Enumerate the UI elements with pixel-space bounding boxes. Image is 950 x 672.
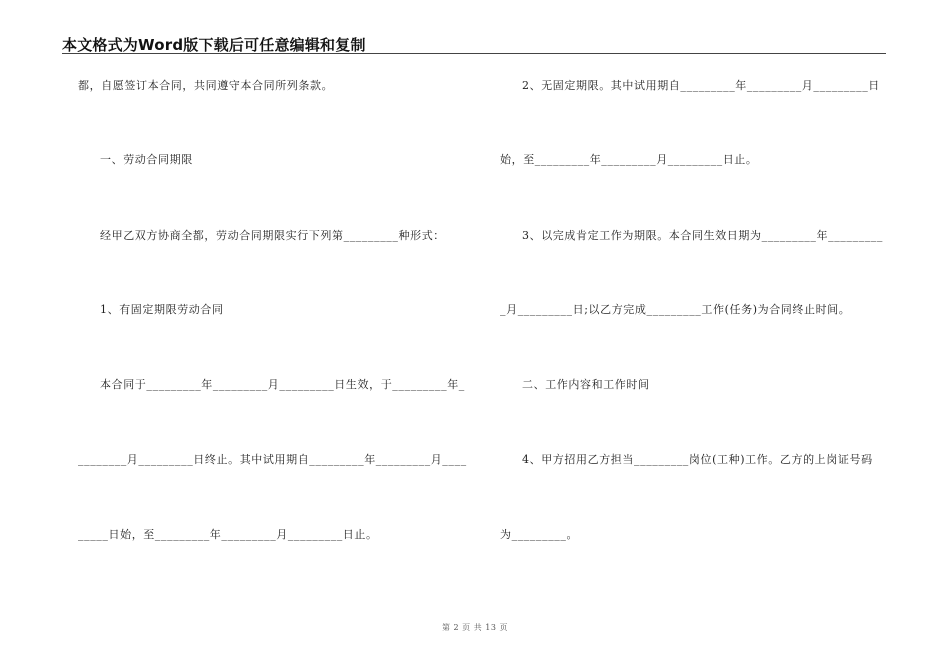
- left-line-6: ________月_________日终止。其中试用期自_________年_________月____: [78, 453, 467, 466]
- page-number: 第 2 页 共 13 页: [442, 623, 508, 632]
- left-line-2: 一、劳动合同期限: [100, 153, 193, 166]
- right-line-2: 始，至_________年_________月_________日止。: [500, 153, 758, 166]
- right-line-3: 3、以完成肯定工作为期限。本合同生效日期为_________年_________: [522, 229, 883, 242]
- left-line-3: 经甲乙双方协商全都，劳动合同期限实行下列第_________种形式：: [100, 229, 445, 242]
- right-line-4: _月_________日;以乙方完成_________工作(任务)为合同终止时间。: [500, 303, 851, 316]
- right-line-6: 4、甲方招用乙方担当_________岗位(工种)工作。乙方的上岗证号码: [522, 453, 873, 466]
- document-header-title: 本文格式为Word版下载后可任意编辑和复制: [62, 36, 366, 54]
- header-divider: [62, 53, 886, 54]
- right-line-1: 2、无固定期限。其中试用期自_________年_________月_________日: [522, 79, 880, 92]
- left-line-4: 1、有固定期限劳动合同: [100, 303, 224, 316]
- left-line-7: _____日始，至_________年_________月_________日止。: [78, 528, 378, 541]
- left-line-1: 都，自愿签订本合同，共同遵守本合同所列条款。: [78, 79, 334, 92]
- right-line-7: 为_________。: [500, 528, 579, 541]
- left-line-5: 本合同于_________年_________月_________日生效，于_________年_: [100, 378, 465, 391]
- right-line-5: 二、工作内容和工作时间: [522, 378, 650, 391]
